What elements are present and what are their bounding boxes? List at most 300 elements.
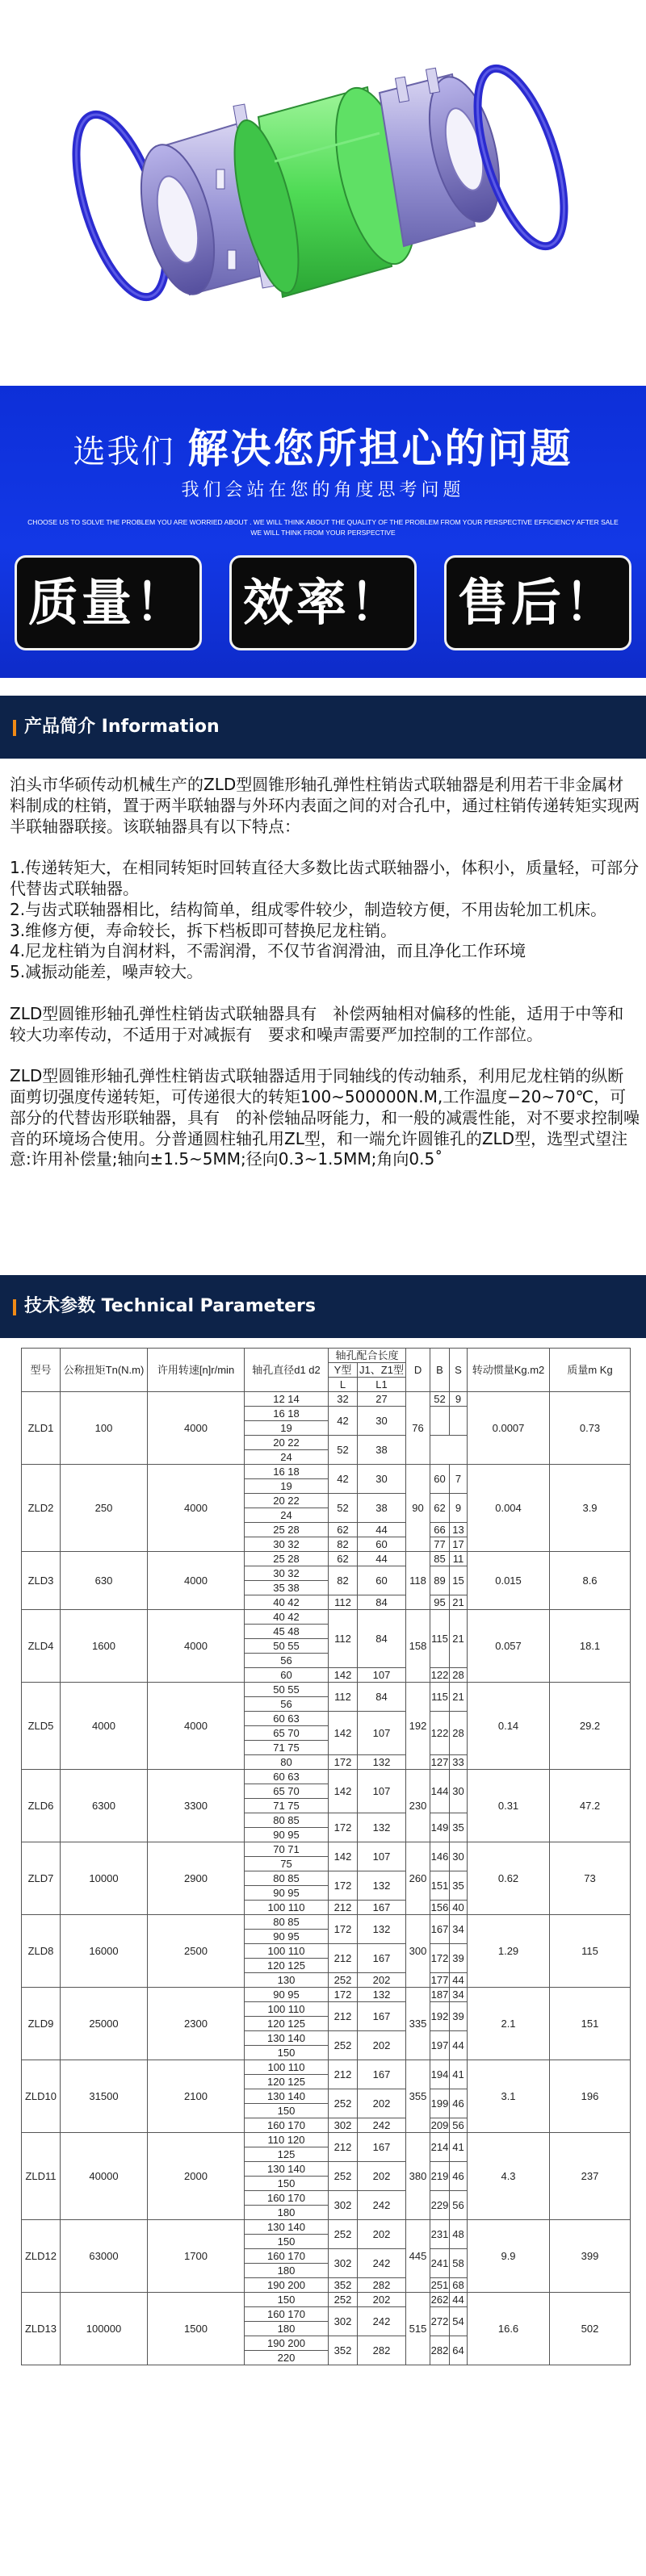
cell-length-j: 27	[358, 1392, 406, 1407]
cell-S: 30	[450, 1770, 468, 1813]
cell-mass: 502	[550, 2293, 631, 2365]
cell-bore: 65 70	[245, 1726, 329, 1741]
cell-S: 54	[450, 2307, 468, 2336]
col-L1: L1	[358, 1378, 406, 1392]
cell-length-y: 82	[329, 1537, 358, 1552]
col-S: S	[450, 1349, 468, 1392]
cell-bore: 40 42	[245, 1610, 329, 1625]
cell-torque: 630	[61, 1552, 148, 1610]
cell-bore: 180	[245, 2206, 329, 2220]
cell-mass: 151	[550, 1988, 631, 2060]
cell-length-j: 107	[358, 1668, 406, 1683]
cell-length-y: 212	[329, 2002, 358, 2031]
cell-bore: 130 140	[245, 2162, 329, 2177]
cell-length-y: 252	[329, 2293, 358, 2307]
efficiency-box: 效率！	[229, 555, 417, 650]
cell-bore: 180	[245, 2322, 329, 2336]
col-torque: 公称扭矩Tn(N.m)	[61, 1349, 148, 1392]
table-row	[22, 1683, 631, 1697]
cell-length-j: 132	[358, 1915, 406, 1944]
cell-S: 44	[450, 2031, 468, 2060]
col-B: B	[430, 1349, 450, 1392]
cell-torque: 250	[61, 1465, 148, 1552]
cell-length-y: 252	[329, 2162, 358, 2191]
cell-mass: 47.2	[550, 1770, 631, 1842]
col-length-group: 轴孔配合长度	[329, 1349, 406, 1363]
cell-bore: 50 55	[245, 1683, 329, 1697]
cell-bore: 70 71	[245, 1842, 329, 1857]
cell-length-y: 302	[329, 2307, 358, 2336]
cell-length-j: 107	[358, 1842, 406, 1871]
cell-mass: 237	[550, 2133, 631, 2220]
cell-mass: 73	[550, 1842, 631, 1915]
cell-speed: 2100	[148, 2060, 245, 2133]
cell-S: 56	[450, 2191, 468, 2220]
cell-B: 115	[430, 1610, 450, 1668]
cell-model: ZLD7	[22, 1842, 61, 1915]
cell-bore: 100 110	[245, 2002, 329, 2017]
cell-length-y: 62	[329, 1523, 358, 1537]
cell-mass: 8.6	[550, 1552, 631, 1610]
intro-paragraph-2: ZLD型圆锥形轴孔弹性柱销齿式联轴器具有 补偿两轴相对偏移的性能，适用于中等和较大功率传动，不适用于对减振有 要求和噪声需要严加控制的工作部位。	[10, 1003, 624, 1044]
cell-S: 64	[450, 2336, 468, 2365]
cell-bore: 160 170	[245, 2191, 329, 2206]
table-row	[22, 1988, 631, 2002]
parameter-table	[21, 1348, 631, 2365]
cell-length-j: 167	[358, 1944, 406, 1973]
cell-bore: 65 70	[245, 1784, 329, 1799]
table-row	[22, 2220, 631, 2235]
cell-length-j: 242	[358, 2191, 406, 2220]
cell-B: 197	[430, 2031, 450, 2060]
cell-S: 21	[450, 1683, 468, 1712]
cell-torque: 40000	[61, 2133, 148, 2220]
cell-D: 118	[406, 1552, 430, 1610]
cell-length-y: 42	[329, 1407, 358, 1436]
cell-B: 95	[430, 1595, 450, 1610]
cell-S: 9	[450, 1494, 468, 1523]
cell-bore: 130 140	[245, 2031, 329, 2046]
cell-B: 122	[430, 1669, 449, 1681]
cell-bore: 150	[245, 2046, 329, 2060]
cell-bore: 80 85	[245, 1813, 329, 1828]
cell-length-y: 212	[329, 2133, 358, 2162]
cell-inertia: 4.3	[468, 2133, 550, 2220]
cell-S: 21	[450, 1595, 468, 1610]
cell-mass: 115	[550, 1915, 631, 1988]
cell-bore: 12 14	[245, 1392, 329, 1407]
cell-length-y: 302	[329, 2249, 358, 2278]
cell-S: 28	[450, 1712, 468, 1755]
table-row	[22, 1842, 631, 1857]
cell-length-y: 252	[329, 2220, 358, 2249]
cell-inertia: 16.6	[468, 2293, 550, 2365]
cell-speed: 1700	[148, 2220, 245, 2293]
cell-bore: 30 32	[245, 1566, 329, 1581]
cell-length-y: 172	[329, 1915, 358, 1944]
cell-model: ZLD3	[22, 1552, 61, 1610]
cell-length-y: 62	[329, 1552, 358, 1566]
cell-bore: 160 170	[245, 2118, 329, 2133]
cell-D: 76	[406, 1392, 430, 1465]
cell-B: 127	[430, 1756, 449, 1768]
intro-paragraph-3: ZLD型圆锥形轴孔弹性柱销齿式联轴器适用于同轴线的传动轴系，利用尼龙柱销的纵断面剪切强度传递转矩，可传递很大的转矩100~500000N.M,工作温度−20~70℃，可部分的代替齿形联轴器，具有 的补偿轴品呀能力，和一般的减震性能，对不要求控制噪音的环境场合使用。分普通圆柱轴孔用ZL型，和一端允许圆锥孔的ZLD型，选型式望注意:许用补偿量;轴向±1.5~5MM;径向0.3~1.5MM;角向0.5˚	[10, 1066, 640, 1169]
cell-length-j: 38	[358, 1436, 406, 1465]
cell-bore: 75	[245, 1857, 329, 1871]
cell-inertia: 0.0007	[468, 1392, 550, 1465]
cell-length-y: 142	[329, 1668, 358, 1683]
cell-S: 46	[450, 2162, 468, 2191]
parameter-table-wrapper	[21, 1348, 630, 2365]
cell-mass: 18.1	[550, 1610, 631, 1683]
cell-speed: 1500	[148, 2293, 245, 2365]
cell-length-j: 282	[358, 2278, 406, 2293]
cell-B: 262	[430, 2294, 449, 2306]
cell-bore: 19	[245, 1421, 329, 1436]
table-row	[22, 1392, 631, 1407]
cell-length-y: 212	[329, 1901, 358, 1915]
cell-bore: 220	[245, 2351, 329, 2365]
cell-bore: 80	[245, 1755, 329, 1770]
cell-D: 355	[406, 2060, 430, 2133]
cell-bore: 45 48	[245, 1625, 329, 1639]
cell-inertia: 0.31	[468, 1770, 550, 1842]
cell-B: 229	[430, 2191, 450, 2220]
cell-bore: 150	[245, 2293, 329, 2307]
cell-S: 41	[450, 2133, 468, 2162]
cell-length-j: 84	[358, 1595, 406, 1610]
banner-english-line1: CHOOSE US TO SOLVE THE PROBLEM YOU ARE WORRIED ABOUT . WE WILL THINK ABOUT THE QUALITY OF THE PROBLEM FROM YOUR PERSPECTIVE EFFICIENCY AFTER SALE	[27, 518, 619, 526]
cell-length-j: 202	[358, 1973, 406, 1988]
cell-bore: 25 28	[245, 1552, 329, 1566]
cell-bore: 90 95	[245, 1828, 329, 1842]
cell-length-j: 242	[358, 2118, 406, 2133]
cell-length-j: 132	[358, 1755, 406, 1770]
banner-english-text	[0, 517, 646, 538]
col-bore: 轴孔直径d1 d2	[245, 1349, 329, 1392]
cell-bore: 60 63	[245, 1712, 329, 1726]
cell-length-j: 44	[358, 1523, 406, 1537]
cell-length-j: 107	[358, 1712, 406, 1755]
cell-torque: 31500	[61, 2060, 148, 2133]
col-L: L	[329, 1378, 358, 1392]
col-D: D	[406, 1349, 430, 1392]
feature-item-5: 5.减振动能差，噪声较大。	[10, 962, 203, 982]
cell-length-y: 142	[329, 1842, 358, 1871]
cell-torque: 4000	[61, 1683, 148, 1770]
cell-bore: 20 22	[245, 1494, 329, 1508]
cell-speed: 4000	[148, 1610, 245, 1683]
cell-bore: 130 140	[245, 2089, 329, 2104]
cell-bore: 35 38	[245, 1581, 329, 1595]
cell-S: 35	[450, 1871, 468, 1901]
cell-B: 199	[430, 2089, 450, 2118]
cell-mass: 3.9	[550, 1465, 631, 1552]
cell-length-j: 60	[358, 1537, 406, 1552]
cell-bore: 60 63	[245, 1770, 329, 1784]
cell-bore: 110 120	[245, 2133, 329, 2147]
cell-length-y: 112	[329, 1610, 358, 1668]
cell-bore: 20 22	[245, 1436, 329, 1450]
cell-S: 48	[450, 2220, 468, 2249]
banner-subtitle: 我们会站在您的角度思考问题	[181, 480, 465, 500]
cell-model: ZLD5	[22, 1683, 61, 1770]
cell-torque: 100000	[61, 2293, 148, 2365]
banner-english-line2: WE WILL THINK FROM YOUR PERSPECTIVE	[250, 529, 396, 537]
cell-B: 209	[430, 2119, 449, 2131]
cell-B: 62	[430, 1494, 450, 1523]
table-body	[22, 1392, 631, 2365]
cell-length-y: 252	[329, 2031, 358, 2060]
cell-length-j: 202	[358, 2162, 406, 2191]
cell-length-j: 38	[358, 1494, 406, 1523]
cell-torque: 10000	[61, 1842, 148, 1915]
cell-D: 260	[406, 1842, 430, 1915]
cell-S: 11	[450, 1552, 468, 1566]
cell-D: 192	[406, 1683, 430, 1770]
cell-mass: 29.2	[550, 1683, 631, 1770]
cell-torque: 16000	[61, 1915, 148, 1988]
cell-bore: 50 55	[245, 1639, 329, 1654]
cell-S: 30	[450, 1842, 468, 1871]
cell-bore: 90 95	[245, 1930, 329, 1944]
cell-bore: 125	[245, 2147, 329, 2162]
cell-B: 219	[430, 2162, 450, 2191]
col-speed: 许用转速[n]r/min	[148, 1349, 245, 1392]
cell-B: 192	[430, 2002, 450, 2031]
cell-length-j: 202	[358, 2220, 406, 2249]
cell-length-j: 167	[358, 1901, 406, 1915]
cell-length-y: 52	[329, 1436, 358, 1465]
cell-length-y: 212	[329, 2060, 358, 2089]
cell-bore: 160 170	[245, 2307, 329, 2322]
cell-length-j: 202	[358, 2031, 406, 2060]
cell-bore: 16 18	[245, 1407, 329, 1421]
cell-length-y: 112	[329, 1683, 358, 1712]
cell-length-j: 242	[358, 2307, 406, 2336]
cell-length-y: 112	[329, 1595, 358, 1610]
feature-item-3: 3.维修方便，寿命较长，拆下档板即可替换尼龙柱销。	[10, 920, 397, 940]
intro-section-header: 产品简介 Information	[0, 696, 646, 759]
cell-B: 187	[430, 1988, 449, 2001]
cell-length-y: 252	[329, 1973, 358, 1988]
cell-bore: 190 200	[245, 2336, 329, 2351]
cell-length-j: 202	[358, 2293, 406, 2307]
cell-S: 46	[450, 2089, 468, 2118]
cell-length-j: 84	[358, 1683, 406, 1712]
cell-bore: 56	[245, 1654, 329, 1668]
quality-box: 质量！	[15, 555, 202, 650]
cell-speed: 4000	[148, 1465, 245, 1552]
cell-D: 445	[406, 2220, 430, 2293]
cell-B: 177	[430, 1974, 449, 1986]
cell-bore: 130 140	[245, 2220, 329, 2235]
table-row	[22, 2293, 631, 2307]
cell-length-y: 172	[329, 1813, 358, 1842]
cell-length-j: 132	[358, 1871, 406, 1901]
cell-bore: 90 95	[245, 1886, 329, 1901]
cell-D: 158	[406, 1610, 430, 1683]
cell-S: 39	[450, 2002, 468, 2031]
cell-B: 231	[430, 2220, 450, 2249]
cell-length-j: 132	[358, 1988, 406, 2002]
banner-heading-big: 解决您所担心的问题	[187, 425, 573, 472]
cell-length-y: 32	[329, 1392, 358, 1407]
cell-inertia: 0.057	[468, 1610, 550, 1683]
cell-B	[430, 1407, 450, 1436]
cell-model: ZLD12	[22, 2220, 61, 2293]
cell-bore: 150	[245, 2235, 329, 2249]
cell-S: 15	[450, 1566, 468, 1595]
cell-bore: 130	[245, 1973, 329, 1988]
cell-model: ZLD9	[22, 1988, 61, 2060]
cell-length-j: 167	[358, 2133, 406, 2162]
col-inertia: 转动惯量Kg.m2	[468, 1349, 550, 1392]
cell-model: ZLD4	[22, 1610, 61, 1683]
cell-length-j: 132	[358, 1813, 406, 1842]
cell-length-j: 30	[358, 1465, 406, 1494]
col-y-type: Y型	[329, 1363, 358, 1378]
cell-S	[450, 1407, 468, 1436]
cell-bore: 56	[245, 1697, 329, 1712]
cell-B: 214	[430, 2133, 450, 2162]
after-sales-box: 售后！	[444, 555, 631, 650]
cell-length-y: 302	[329, 2118, 358, 2133]
cell-speed: 2300	[148, 1988, 245, 2060]
feature-item-2: 2.与齿式联轴器相比，结构简单，组成零件较少，制造较方便，不用齿轮加工机床。	[10, 899, 607, 919]
cell-length-y: 352	[329, 2336, 358, 2365]
cell-B: 146	[430, 1842, 450, 1871]
cell-bore: 71 75	[245, 1799, 329, 1813]
cell-bore: 100 110	[245, 1901, 329, 1915]
cell-bore: 30 32	[245, 1537, 329, 1552]
cell-bore: 90 95	[245, 1988, 329, 2002]
cell-B: 282	[430, 2336, 450, 2365]
cell-B: 122	[430, 1712, 450, 1755]
cell-length-j: 167	[358, 2060, 406, 2089]
cell-length-y: 142	[329, 1712, 358, 1755]
cell-model: ZLD2	[22, 1465, 61, 1552]
cell-S: 35	[450, 1813, 468, 1842]
cell-bore: 120 125	[245, 2075, 329, 2089]
cell-length-j: 242	[358, 2249, 406, 2278]
cell-S: 7	[450, 1465, 468, 1494]
cell-length-j: 44	[358, 1552, 406, 1566]
cell-S: 58	[450, 2249, 468, 2278]
cell-B: 60	[430, 1465, 450, 1494]
cell-bore: 190 200	[245, 2278, 329, 2293]
table-row	[22, 1465, 631, 1479]
cell-inertia: 0.62	[468, 1842, 550, 1915]
cell-speed: 2900	[148, 1842, 245, 1915]
cell-S: 13	[450, 1523, 468, 1537]
table-header-row	[22, 1349, 631, 1363]
table-row	[22, 2133, 631, 2147]
cell-inertia: 0.015	[468, 1552, 550, 1610]
cell-B: 156	[430, 1901, 449, 1913]
cell-inertia: 3.1	[468, 2060, 550, 2133]
cell-length-y: 42	[329, 1465, 358, 1494]
tech-section-header: 技术参数 Technical Parameters	[0, 1275, 646, 1338]
cell-inertia: 1.29	[468, 1915, 550, 1988]
cell-S: 44	[450, 2293, 468, 2307]
cell-length-j: 282	[358, 2336, 406, 2365]
cell-D: 335	[406, 1988, 430, 2060]
cell-length-y: 252	[329, 2089, 358, 2118]
cell-B: 151	[430, 1871, 450, 1901]
cell-model: ZLD8	[22, 1915, 61, 1988]
banner-heading-small: 选我们	[73, 433, 175, 470]
promo-banner	[0, 386, 646, 678]
cell-model: ZLD6	[22, 1770, 61, 1842]
cell-length-y: 212	[329, 1944, 358, 1973]
cell-model: ZLD11	[22, 2133, 61, 2220]
cell-length-y: 172	[329, 1988, 358, 2002]
table-row	[22, 1770, 631, 1784]
cell-bore: 150	[245, 2177, 329, 2191]
cell-S: 17	[450, 1537, 468, 1552]
intro-paragraph-1: 泊头市华硕传动机械生产的ZLD型圆锥形轴孔弹性柱销齿式联轴器是利用若干非金属材料制成的柱销，置于两半联轴器与外环内表面之间的对合孔中，通过柱销传递转矩实现两半联轴器联接。该联轴器具有以下特点：	[10, 775, 640, 836]
cell-mass: 0.73	[550, 1392, 631, 1465]
cell-bore: 40 42	[245, 1595, 329, 1610]
cell-bore: 150	[245, 2104, 329, 2118]
cell-B: 66	[430, 1523, 450, 1537]
cell-bore: 160 170	[245, 2249, 329, 2264]
cell-S: 34	[450, 1915, 468, 1944]
cell-bore: 25 28	[245, 1523, 329, 1537]
cell-B: 89	[430, 1566, 450, 1595]
cell-bore: 71 75	[245, 1741, 329, 1755]
cell-B: 144	[430, 1770, 450, 1813]
cell-S: 44	[450, 1973, 468, 1988]
cell-torque: 1600	[61, 1610, 148, 1683]
cell-bore: 60	[245, 1668, 329, 1683]
cell-S: 68	[450, 2278, 468, 2293]
cell-model: ZLD13	[22, 2293, 61, 2365]
cell-speed: 4000	[148, 1552, 245, 1610]
cell-speed: 4000	[148, 1683, 245, 1770]
cell-length-y: 172	[329, 1755, 358, 1770]
col-j-type: J1、Z1型	[358, 1363, 406, 1378]
col-model: 型号	[22, 1349, 61, 1392]
cell-D: 90	[406, 1465, 430, 1552]
intro-text	[10, 775, 640, 1170]
cell-S: 9	[450, 1392, 468, 1407]
cell-model: ZLD1	[22, 1392, 61, 1465]
cell-length-y: 352	[329, 2278, 358, 2293]
cell-D: 515	[406, 2293, 430, 2365]
cell-length-y: 302	[329, 2191, 358, 2220]
cell-bore: 120 125	[245, 2017, 329, 2031]
cell-length-j: 60	[358, 1566, 406, 1595]
table-row	[22, 1915, 631, 1930]
cell-mass: 196	[550, 2060, 631, 2133]
cell-B: 77	[430, 1537, 450, 1552]
cell-bore: 100 110	[245, 1944, 329, 1959]
cell-D: 300	[406, 1915, 430, 1988]
col-mass: 质量m Kg	[550, 1349, 631, 1392]
cell-S: 28	[450, 1668, 468, 1683]
cell-inertia: 0.14	[468, 1683, 550, 1770]
cell-speed: 2000	[148, 2133, 245, 2220]
cell-length-j: 84	[358, 1610, 406, 1668]
cell-S: 33	[450, 1755, 468, 1770]
cell-S: 56	[450, 2118, 468, 2133]
cell-speed: 4000	[148, 1392, 245, 1465]
cell-B: 172	[430, 1944, 450, 1973]
banner-heading	[0, 416, 646, 475]
table-row	[22, 1610, 631, 1625]
